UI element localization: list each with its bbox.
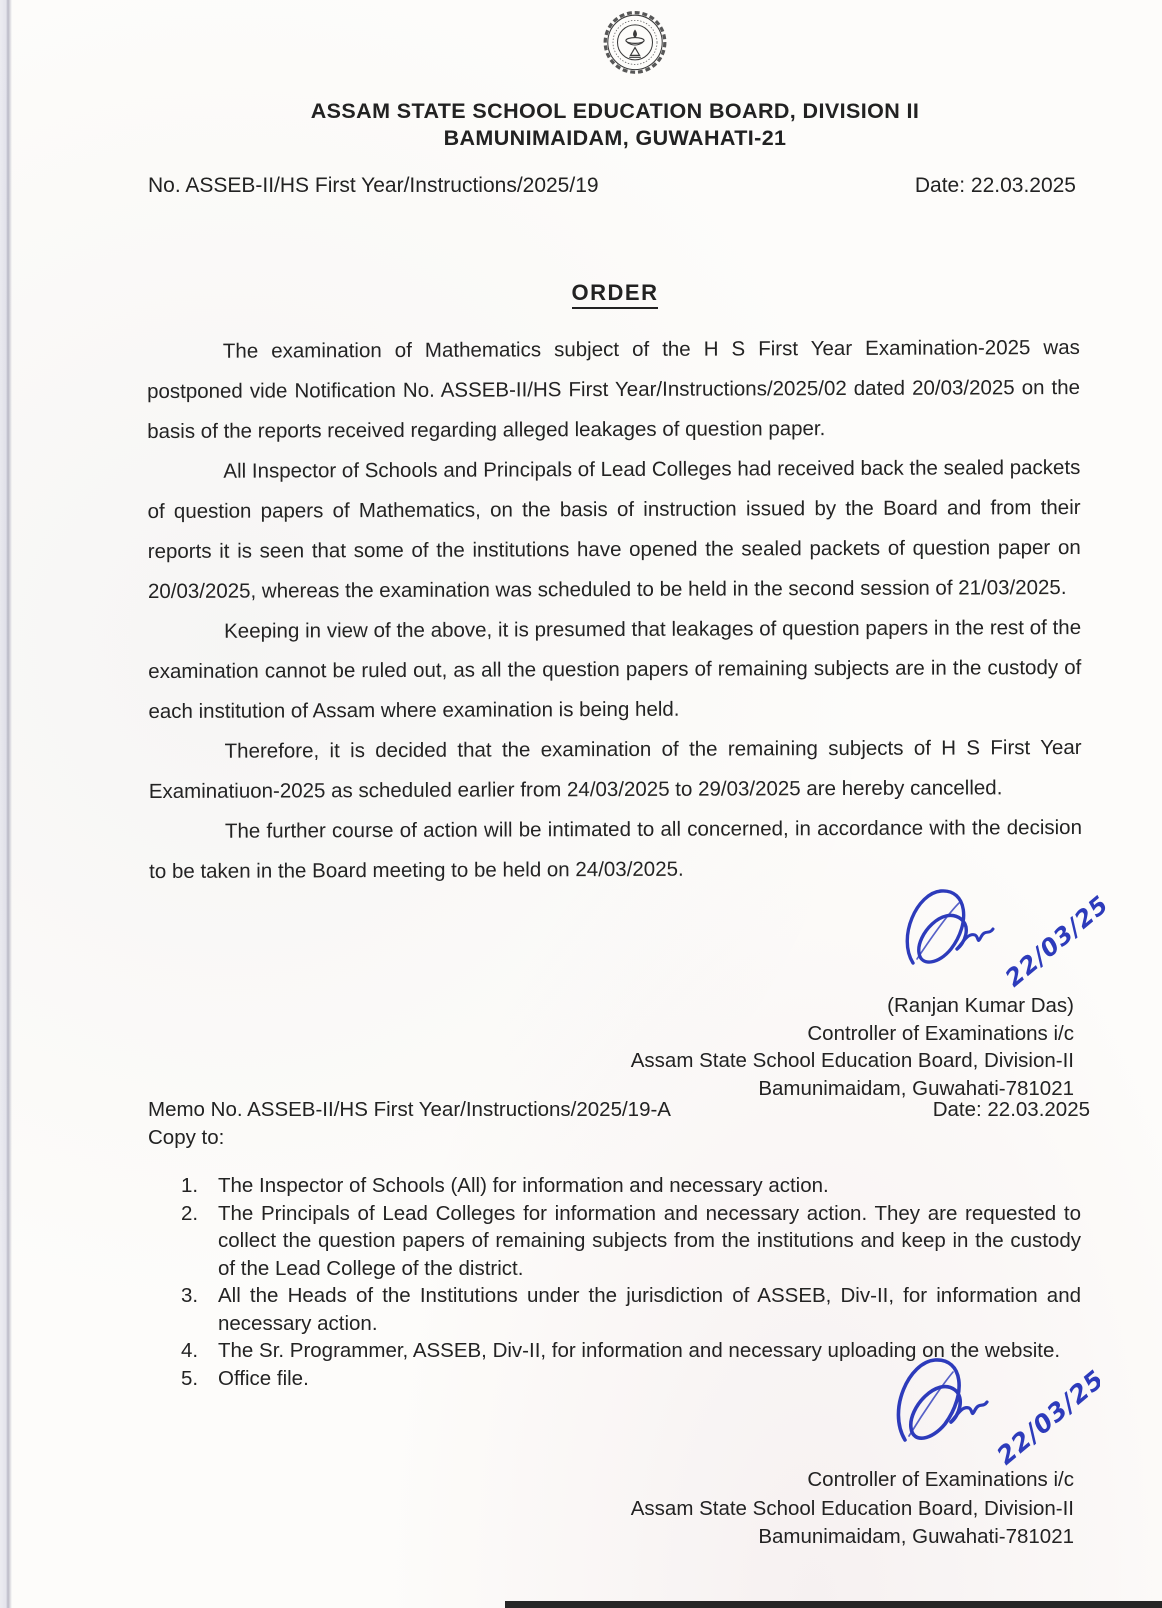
org-address: BAMUNIMAIDAM, GUWAHATI-21 [443, 126, 787, 150]
signature-ink-1 [895, 875, 1110, 990]
footer-designation: Controller of Examinations i/c [807, 1468, 1074, 1491]
list-item: 3. All the Heads of the Institutions under the jurisdiction of ASSEB, Div-II, for information and necessary action. [181, 1284, 1081, 1335]
signature-ink-2 [885, 1340, 1100, 1470]
order-body [147, 328, 1082, 892]
scan-bottom-artifact [505, 1601, 1162, 1608]
paragraph-2: All Inspector of Schools and Principals of Lead Colleges had received back the sealed packets of question papers of Mathematics, on the basis of instruction issued by the Board and from their reports it is seen that some of the institutions have opened the sealed packets of question paper on 20/03/2025, whereas the examination was scheduled to be held in the second session of 21/03/2025. [147, 455, 1081, 603]
list-item: 5. Office file. [181, 1366, 309, 1390]
paragraph-1: The examination of Mathematics subject of the H S First Year Examination-2025 was postponed vide Notification No. ASSEB-II/HS First Year/Instructions/2025/02 dated 20/03/2025 on the basis of the reports received regarding alleged leakages of question paper. [146, 335, 1081, 443]
signatory-designation: Controller of Examinations i/c [807, 1021, 1074, 1045]
handwritten-date-1: 22/03/25 [999, 890, 1110, 990]
signatory-name: (Ranjan Kumar Das) [887, 994, 1074, 1017]
scan-left-edge [0, 0, 9, 1608]
list-item: 4. The Sr. Programmer, ASSEB, Div-II, for information and necessary uploading on the website. [181, 1339, 1061, 1362]
org-name: ASSAM STATE SCHOOL EDUCATION BOARD, DIVISION II [310, 99, 920, 123]
memo-row [148, 1098, 1090, 1122]
letterhead [70, 98, 1160, 152]
footer-signatory-block [400, 1466, 1074, 1552]
board-seal-icon [566, 10, 704, 100]
handwritten-date-2: 22/03/25 [991, 1364, 1100, 1470]
signatory-org: Assam State School Education Board, Division-II [630, 1049, 1074, 1072]
list-item: 2. The Principals of Lead Colleges for information and necessary action. They are requested to collect the question papers of remaining subjects from the institutions and keep in the custody of the Lead College of the district. [181, 1201, 1081, 1280]
memo-date: Date: 22.03.2025 [932, 1098, 1090, 1121]
list-item: 1. The Inspector of Schools (All) for information and necessary action. [181, 1174, 829, 1197]
memo-number: Memo No. ASSEB-II/HS First Year/Instructions/2025/19-A [148, 1098, 671, 1121]
paragraph-3: Keeping in view of the above, it is presumed that leakages of question papers in the rest of the examination cannot be ruled out, as all the question papers of remaining subjects are in the custody of each institution of Assam where examination is being held. [148, 615, 1082, 723]
reference-number: No. ASSEB-II/HS First Year/Instructions/2025/19 [148, 174, 599, 197]
reference-row [148, 174, 1076, 198]
footer-org: Assam State School Education Board, Division-II [630, 1496, 1074, 1520]
footer-address: Bamunimaidam, Guwahati-781021 [758, 1525, 1074, 1548]
issue-date: Date: 22.03.2025 [914, 174, 1076, 197]
copy-to-label: Copy to: [148, 1126, 225, 1149]
signatory-block [400, 992, 1074, 1102]
paragraph-4: Therefore, it is decided that the examination of the remaining subjects of H S First Year Examinatiuon-2025 as scheduled earlier from 24/03/2025 to 29/03/2025 are hereby cancelled. [148, 735, 1082, 803]
order-heading: ORDER [0, 280, 1162, 306]
paragraph-5: The further course of action will be intimated to all concerned, in accordance with the decision to be taken in the Board meeting to be held on 24/03/2025. [149, 815, 1083, 883]
signatory-address: Bamunimaidam, Guwahati-781021 [758, 1076, 1074, 1100]
